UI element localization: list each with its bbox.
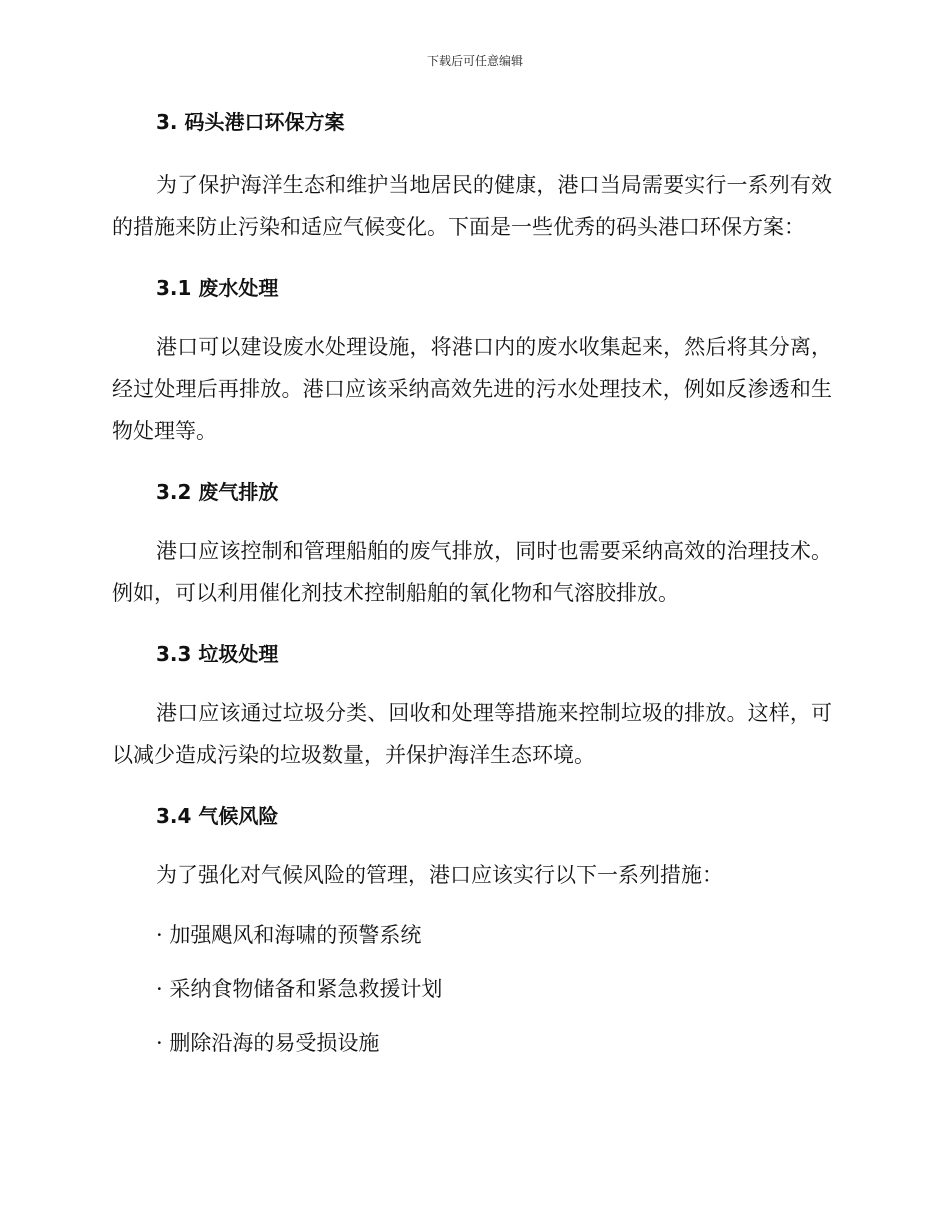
section-intro: 为了保护海洋生态和维护当地居民的健康，港口当局需要实行一系列有效的措施来防止污染和适应气候变化。下面是一些优秀的码头港口环保方案： xyxy=(112,173,832,239)
subsection-title-climate: 3.4 气候风险 xyxy=(156,804,279,828)
list-item: · 加强飓风和海啸的预警系统 xyxy=(156,923,422,947)
subsection-text-garbage: 港口应该通过垃圾分类、回收和处理等措施来控制垃圾的排放。这样，可以减少造成污染的垃圾数量，并保护海洋生态环境。 xyxy=(112,701,832,767)
document-body xyxy=(112,108,832,1058)
subsection-title-exhaust: 3.2 废气排放 xyxy=(156,480,279,504)
subsection-text-wastewater: 港口可以建设废水处理设施，将港口内的废水收集起来，然后将其分离，经过处理后再排放。港口应该采纳高效先进的污水处理技术，例如反渗透和生物处理等。 xyxy=(112,335,832,443)
section-title: 3. 码头港口环保方案 xyxy=(156,110,345,134)
header-note: 下载后可任意编辑 xyxy=(426,54,523,68)
subsection-text-exhaust: 港口应该控制和管理船舶的废气排放，同时也需要采纳高效的治理技术。例如，可以利用催化剂技术控制船舶的氧化物和气溶胶排放。 xyxy=(112,539,832,605)
list-item: · 删除沿海的易受损设施 xyxy=(156,1031,380,1055)
subsection-title-wastewater: 3.1 废水处理 xyxy=(156,276,279,300)
list-item: · 采纳食物储备和紧急救援计划 xyxy=(156,977,443,1001)
subsection-text-climate: 为了强化对气候风险的管理，港口应该实行以下一系列措施： xyxy=(156,863,723,887)
subsection-title-garbage: 3.3 垃圾处理 xyxy=(156,642,279,666)
